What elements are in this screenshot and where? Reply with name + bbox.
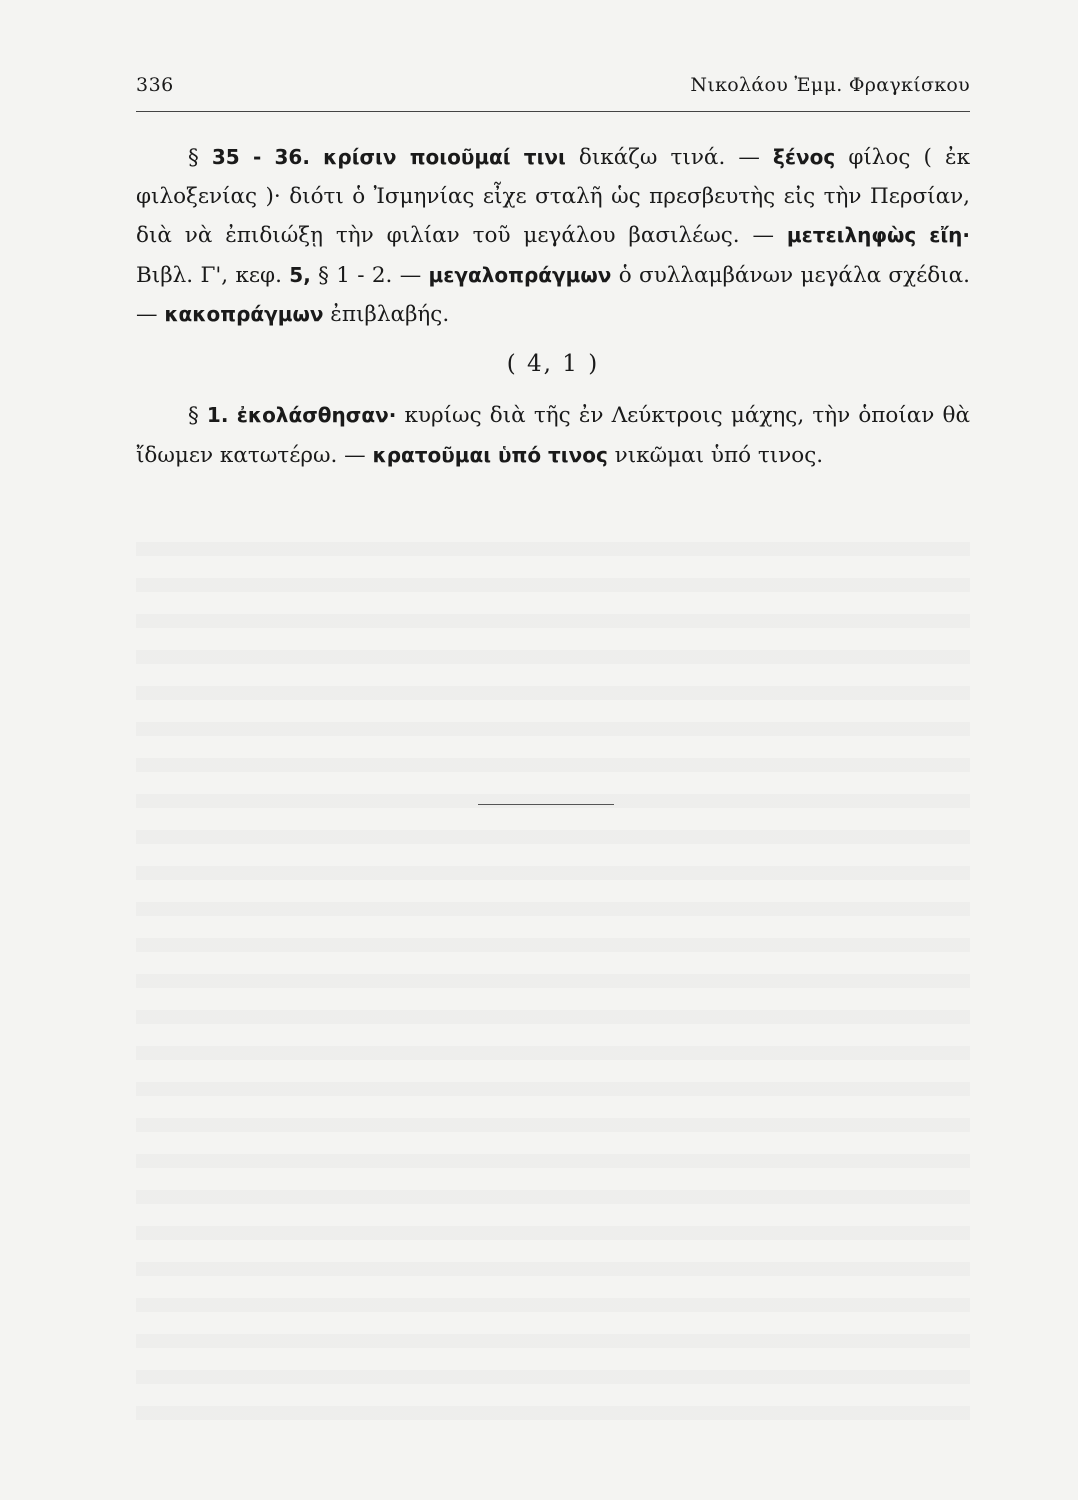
lemma: μεγαλοπράγμων (428, 262, 612, 287)
header-rule (136, 111, 970, 112)
lemma: μετειληφὼς εἴη· (786, 223, 970, 247)
lemma: κακοπράγμων (164, 302, 324, 326)
paragraph-35-36: § 35 - 36. κρίσιν ποιοῦμαί τινι δικάζω τινά. — ξένος φίλος ( ἐκ φιλοξενίας )· διότι ὁ Ἰσμηνίας εἶχε σταλῆ ὡς πρεσβευτὴς εἰς τὴν Περσίαν, διὰ νὰ ἐπιδιώξῃ τὴν φιλίαν τοῦ μεγάλου βασιλέως. — μετειληφὼς εἴη· Βιβλ. Γ', κεφ. 5, § 1 - 2. — μεγαλοπράγμων ὁ συλλαμβάνων μεγάλα σχέδια. — κακοπράγμων ἐπιβλαβής. (136, 145, 971, 327)
lemma: 1. ἐκολάσθησαν· (206, 403, 397, 427)
lemma: κρατοῦμαι ὑπό τινος (372, 442, 608, 467)
lemma: ξένος (773, 145, 836, 169)
body-text (136, 138, 970, 475)
page-header (136, 74, 970, 104)
bleed-through-texture (136, 520, 970, 1420)
running-head: Νικολάου Ἐμμ. Φραγκίσκου (690, 74, 970, 96)
end-rule (478, 804, 614, 805)
lemma: 35 - 36. κρίσιν ποιοῦμαί τινι (211, 145, 566, 169)
page-number: 336 (136, 74, 174, 96)
chapter-number: 5, (289, 262, 311, 287)
paragraph-1: § 1. ἐκολάσθησαν· κυρίως διὰ τῆς ἐν Λεύκτροις μάχης, τὴν ὁποίαν θὰ ἴδωμεν κατωτέρω. — κρατοῦμαι ὑπό τινος νικῶμαι ὑπό τινος. (136, 403, 970, 468)
section-heading: ( 4, 1 ) (506, 350, 600, 377)
